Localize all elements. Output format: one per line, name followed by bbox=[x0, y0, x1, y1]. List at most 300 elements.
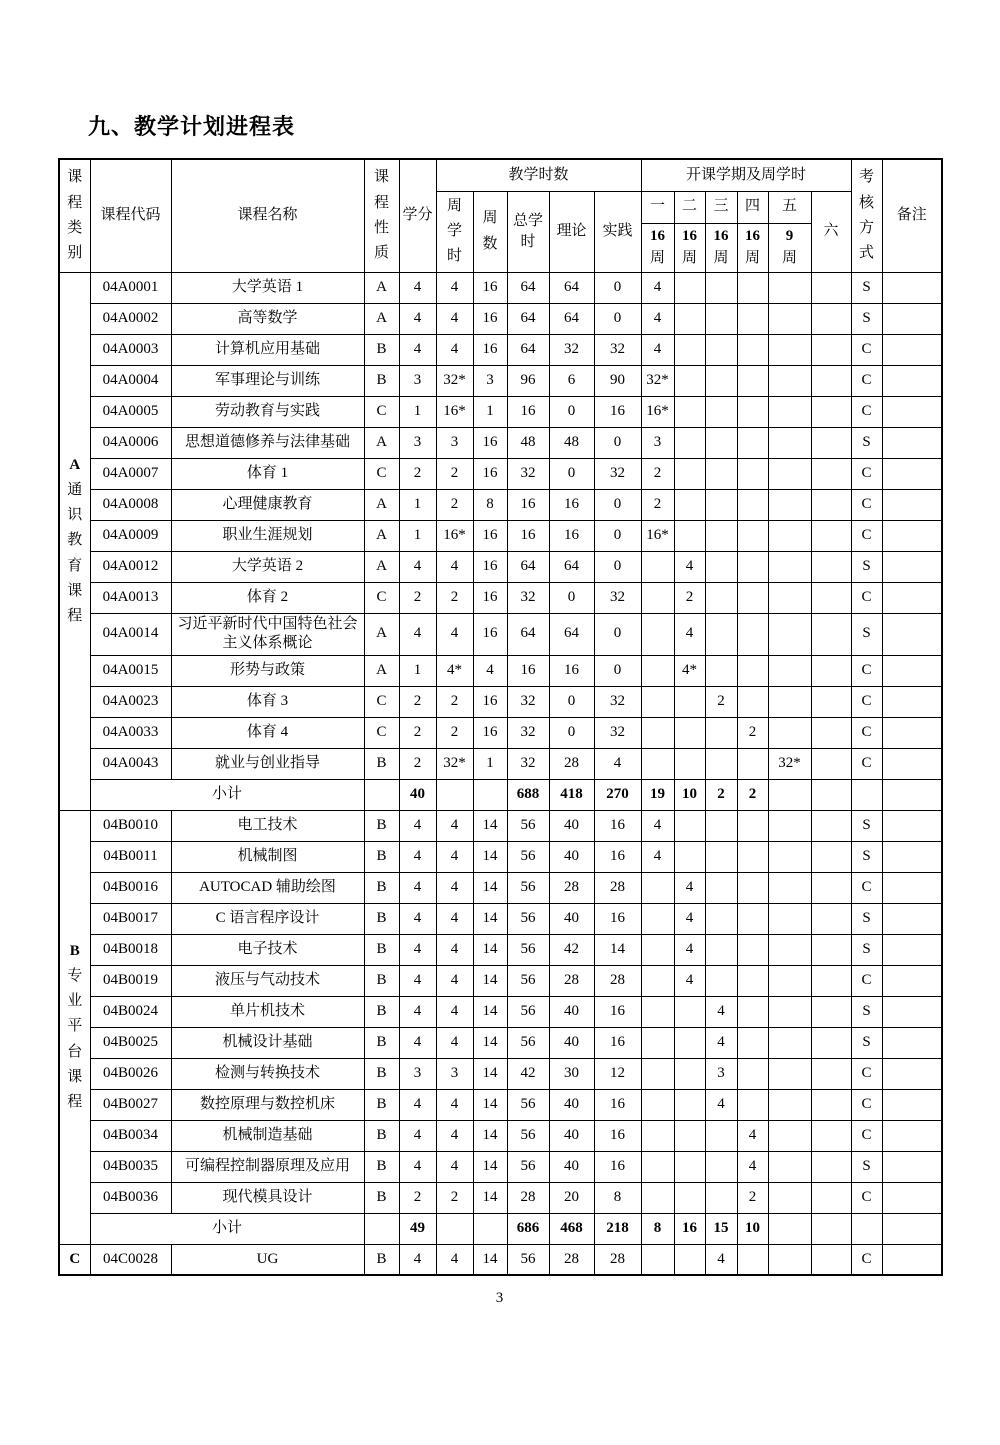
cell-remarks bbox=[882, 272, 942, 303]
cell-semester-5 bbox=[768, 520, 811, 551]
cell-semester-3 bbox=[705, 365, 737, 396]
cell-semester-2 bbox=[674, 520, 705, 551]
cell-semester-1: 4 bbox=[641, 841, 674, 872]
cell-course-nature: B bbox=[364, 841, 399, 872]
teaching-plan-table bbox=[58, 158, 943, 1276]
cell-practice-hours: 0 bbox=[594, 303, 641, 334]
cell-semester-4 bbox=[737, 655, 768, 686]
semester-1-week-suffix: 周 bbox=[650, 249, 666, 266]
cell-semester-2 bbox=[674, 717, 705, 748]
cell-total-hours: 64 bbox=[507, 613, 549, 655]
header-semester-5-weeks bbox=[768, 223, 811, 272]
cell-theory-hours: 0 bbox=[549, 686, 594, 717]
cell-weeks bbox=[473, 779, 507, 810]
cell-course-name: 体育 2 bbox=[171, 582, 364, 613]
cell-semester-2: 4 bbox=[674, 872, 705, 903]
cell-credits: 1 bbox=[399, 520, 436, 551]
cell-weekly-hours: 32* bbox=[436, 748, 473, 779]
cell-remarks bbox=[882, 686, 942, 717]
cell-semester-1: 8 bbox=[641, 1213, 674, 1244]
header-course-category bbox=[59, 159, 90, 272]
cell-weekly-hours: 4 bbox=[436, 334, 473, 365]
cell-semester-6 bbox=[811, 934, 851, 965]
cell-semester-4 bbox=[737, 1058, 768, 1089]
cell-course-nature: B bbox=[364, 965, 399, 996]
cell-weeks: 16 bbox=[473, 334, 507, 365]
cell-credits: 3 bbox=[399, 427, 436, 458]
cell-course-code: 04A0023 bbox=[90, 686, 171, 717]
cell-weeks: 14 bbox=[473, 996, 507, 1027]
cell-course-nature: A bbox=[364, 613, 399, 655]
cell-practice-hours: 218 bbox=[594, 1213, 641, 1244]
cell-practice-hours: 270 bbox=[594, 779, 641, 810]
cell-weeks: 3 bbox=[473, 365, 507, 396]
cell-course-name: 形势与政策 bbox=[171, 655, 364, 686]
cell-semester-1: 4 bbox=[641, 810, 674, 841]
cell-weekly-hours: 2 bbox=[436, 582, 473, 613]
cell-course-nature: A bbox=[364, 551, 399, 582]
cell-total-hours: 56 bbox=[507, 1120, 549, 1151]
cell-credits: 1 bbox=[399, 396, 436, 427]
cell-theory-hours: 418 bbox=[549, 779, 594, 810]
cell-course-nature: C bbox=[364, 582, 399, 613]
semester-4-week-suffix: 周 bbox=[745, 249, 761, 266]
cell-semester-6 bbox=[811, 810, 851, 841]
cell-practice-hours: 32 bbox=[594, 717, 641, 748]
cell-theory-hours: 16 bbox=[549, 520, 594, 551]
course-row bbox=[59, 396, 942, 427]
cell-semester-2 bbox=[674, 748, 705, 779]
cell-semester-4 bbox=[737, 613, 768, 655]
cell-semester-3 bbox=[705, 272, 737, 303]
cell-semester-5 bbox=[768, 489, 811, 520]
cell-theory-hours: 64 bbox=[549, 613, 594, 655]
header-semester-1-weeks bbox=[641, 223, 674, 272]
cell-course-code: 04A0013 bbox=[90, 582, 171, 613]
cell-semester-1: 3 bbox=[641, 427, 674, 458]
cell-credits: 1 bbox=[399, 489, 436, 520]
cell-theory-hours: 40 bbox=[549, 903, 594, 934]
section-name-vertical: 通识教育课程 bbox=[67, 482, 83, 624]
cell-weeks: 16 bbox=[473, 427, 507, 458]
cell-remarks bbox=[882, 717, 942, 748]
cell-course-nature: B bbox=[364, 872, 399, 903]
cell-semester-4: 2 bbox=[737, 717, 768, 748]
cell-course-name: 机械制造基础 bbox=[171, 1120, 364, 1151]
cell-semester-2 bbox=[674, 334, 705, 365]
cell-course-name: 体育 3 bbox=[171, 686, 364, 717]
cell-course-code: 04B0018 bbox=[90, 934, 171, 965]
cell-course-code: 04A0005 bbox=[90, 396, 171, 427]
cell-theory-hours: 28 bbox=[549, 872, 594, 903]
cell-semester-2: 4 bbox=[674, 613, 705, 655]
cell-course-code: 04B0026 bbox=[90, 1058, 171, 1089]
cell-semester-6 bbox=[811, 1120, 851, 1151]
cell-semester-6 bbox=[811, 520, 851, 551]
cell-semester-4: 2 bbox=[737, 779, 768, 810]
cell-semester-2: 4 bbox=[674, 551, 705, 582]
cell-semester-6 bbox=[811, 1027, 851, 1058]
cell-semester-4 bbox=[737, 686, 768, 717]
cell-semester-4 bbox=[737, 903, 768, 934]
cell-course-code: 04A0015 bbox=[90, 655, 171, 686]
cell-total-hours: 56 bbox=[507, 1027, 549, 1058]
header-course-category-text: 课程类别 bbox=[67, 169, 83, 261]
cell-total-hours: 16 bbox=[507, 396, 549, 427]
cell-semester-2 bbox=[674, 1058, 705, 1089]
cell-theory-hours: 32 bbox=[549, 334, 594, 365]
cell-semester-3: 15 bbox=[705, 1213, 737, 1244]
section-letter: A bbox=[69, 456, 81, 473]
cell-course-name: 大学英语 1 bbox=[171, 272, 364, 303]
header-course-name: 课程名称 bbox=[171, 159, 364, 272]
cell-weeks: 16 bbox=[473, 303, 507, 334]
cell-weekly-hours: 16* bbox=[436, 520, 473, 551]
cell-theory-hours: 28 bbox=[549, 748, 594, 779]
cell-weeks: 14 bbox=[473, 872, 507, 903]
cell-course-code: 04A0004 bbox=[90, 365, 171, 396]
cell-semester-2 bbox=[674, 1151, 705, 1182]
cell-semester-6 bbox=[811, 427, 851, 458]
cell-practice-hours: 8 bbox=[594, 1182, 641, 1213]
cell-weekly-hours: 4 bbox=[436, 551, 473, 582]
cell-semester-5 bbox=[768, 717, 811, 748]
cell-semester-4 bbox=[737, 1027, 768, 1058]
cell-remarks bbox=[882, 996, 942, 1027]
cell-total-hours: 688 bbox=[507, 779, 549, 810]
cell-course-name: 劳动教育与实践 bbox=[171, 396, 364, 427]
cell-remarks bbox=[882, 872, 942, 903]
cell-assessment: S bbox=[851, 427, 882, 458]
header-semester-6: 六 bbox=[811, 191, 851, 272]
cell-semester-5 bbox=[768, 841, 811, 872]
header-teaching-hours-group: 教学时数 bbox=[436, 159, 641, 191]
cell-credits: 4 bbox=[399, 996, 436, 1027]
cell-course-name: 液压与气动技术 bbox=[171, 965, 364, 996]
cell-course-name: C 语言程序设计 bbox=[171, 903, 364, 934]
cell-remarks bbox=[882, 303, 942, 334]
cell-practice-hours: 0 bbox=[594, 551, 641, 582]
cell-semester-3 bbox=[705, 582, 737, 613]
cell-remarks bbox=[882, 1244, 942, 1275]
cell-total-hours: 48 bbox=[507, 427, 549, 458]
cell-course-name: 单片机技术 bbox=[171, 996, 364, 1027]
cell-weeks: 16 bbox=[473, 520, 507, 551]
cell-total-hours: 16 bbox=[507, 655, 549, 686]
cell-semester-3 bbox=[705, 427, 737, 458]
cell-theory-hours: 0 bbox=[549, 396, 594, 427]
cell-semester-3 bbox=[705, 551, 737, 582]
cell-remarks bbox=[882, 655, 942, 686]
cell-weeks: 16 bbox=[473, 582, 507, 613]
cell-semester-6 bbox=[811, 582, 851, 613]
header-semester-4-weeks bbox=[737, 223, 768, 272]
cell-semester-2: 4 bbox=[674, 965, 705, 996]
section-letter: C bbox=[69, 1250, 81, 1267]
cell-practice-hours: 14 bbox=[594, 934, 641, 965]
cell-weekly-hours: 4 bbox=[436, 1027, 473, 1058]
cell-total-hours: 32 bbox=[507, 458, 549, 489]
cell-course-code: 04A0008 bbox=[90, 489, 171, 520]
cell-credits: 4 bbox=[399, 303, 436, 334]
cell-semester-5 bbox=[768, 427, 811, 458]
cell-semester-3 bbox=[705, 303, 737, 334]
cell-practice-hours: 16 bbox=[594, 1089, 641, 1120]
cell-total-hours: 32 bbox=[507, 686, 549, 717]
course-row bbox=[59, 655, 942, 686]
section-category-cell bbox=[59, 272, 90, 810]
cell-weeks bbox=[473, 1213, 507, 1244]
cell-course-code: 04B0024 bbox=[90, 996, 171, 1027]
semester-3-week-suffix: 周 bbox=[713, 249, 729, 266]
cell-course-nature: B bbox=[364, 748, 399, 779]
cell-assessment: C bbox=[851, 520, 882, 551]
cell-total-hours: 42 bbox=[507, 1058, 549, 1089]
cell-semester-6 bbox=[811, 272, 851, 303]
cell-assessment: C bbox=[851, 458, 882, 489]
cell-assessment: S bbox=[851, 841, 882, 872]
cell-course-nature: A bbox=[364, 427, 399, 458]
cell-weekly-hours: 4 bbox=[436, 996, 473, 1027]
cell-theory-hours: 0 bbox=[549, 582, 594, 613]
cell-weekly-hours: 4 bbox=[436, 1244, 473, 1275]
cell-semester-6 bbox=[811, 686, 851, 717]
cell-course-nature: B bbox=[364, 1182, 399, 1213]
cell-credits: 49 bbox=[399, 1213, 436, 1244]
cell-theory-hours: 64 bbox=[549, 303, 594, 334]
cell-assessment: C bbox=[851, 872, 882, 903]
cell-remarks bbox=[882, 365, 942, 396]
header-course-code: 课程代码 bbox=[90, 159, 171, 272]
cell-course-name: 体育 1 bbox=[171, 458, 364, 489]
cell-weekly-hours: 4 bbox=[436, 613, 473, 655]
cell-semester-3 bbox=[705, 1120, 737, 1151]
cell-course-name: 军事理论与训练 bbox=[171, 365, 364, 396]
header-theory: 理论 bbox=[549, 191, 594, 272]
cell-semester-4 bbox=[737, 965, 768, 996]
cell-semester-1 bbox=[641, 1182, 674, 1213]
cell-remarks bbox=[882, 1058, 942, 1089]
cell-semester-3 bbox=[705, 334, 737, 365]
cell-theory-hours: 28 bbox=[549, 1244, 594, 1275]
cell-semester-1: 32* bbox=[641, 365, 674, 396]
semester-5-week-suffix: 周 bbox=[782, 249, 798, 266]
cell-assessment bbox=[851, 779, 882, 810]
cell-course-nature: C bbox=[364, 717, 399, 748]
cell-assessment: C bbox=[851, 1089, 882, 1120]
cell-weekly-hours bbox=[436, 779, 473, 810]
cell-semester-6 bbox=[811, 872, 851, 903]
cell-course-nature: A bbox=[364, 303, 399, 334]
cell-semester-6 bbox=[811, 551, 851, 582]
cell-course-nature: A bbox=[364, 272, 399, 303]
cell-weekly-hours: 3 bbox=[436, 1058, 473, 1089]
cell-remarks bbox=[882, 613, 942, 655]
cell-course-code: 04B0016 bbox=[90, 872, 171, 903]
cell-semester-6 bbox=[811, 717, 851, 748]
cell-credits: 4 bbox=[399, 934, 436, 965]
cell-total-hours: 32 bbox=[507, 582, 549, 613]
header-total-hours-text: 总学时 bbox=[512, 213, 543, 250]
cell-total-hours: 56 bbox=[507, 965, 549, 996]
cell-course-name: 高等数学 bbox=[171, 303, 364, 334]
cell-weekly-hours: 4 bbox=[436, 1089, 473, 1120]
cell-course-nature bbox=[364, 1213, 399, 1244]
cell-semester-3 bbox=[705, 903, 737, 934]
cell-weeks: 14 bbox=[473, 934, 507, 965]
page-number: 3 bbox=[495, 1290, 504, 1306]
cell-semester-4 bbox=[737, 1244, 768, 1275]
cell-semester-6 bbox=[811, 489, 851, 520]
course-row bbox=[59, 303, 942, 334]
cell-weekly-hours: 32* bbox=[436, 365, 473, 396]
cell-course-nature: B bbox=[364, 1244, 399, 1275]
cell-semester-5 bbox=[768, 365, 811, 396]
cell-semester-2 bbox=[674, 1244, 705, 1275]
cell-practice-hours: 16 bbox=[594, 1151, 641, 1182]
course-row bbox=[59, 810, 942, 841]
cell-semester-5 bbox=[768, 1120, 811, 1151]
cell-semester-3 bbox=[705, 934, 737, 965]
course-row bbox=[59, 686, 942, 717]
cell-semester-2 bbox=[674, 1089, 705, 1120]
cell-theory-hours: 20 bbox=[549, 1182, 594, 1213]
cell-credits: 1 bbox=[399, 655, 436, 686]
cell-semester-1 bbox=[641, 934, 674, 965]
cell-total-hours: 56 bbox=[507, 1151, 549, 1182]
cell-semester-2: 16 bbox=[674, 1213, 705, 1244]
cell-weekly-hours: 4 bbox=[436, 1120, 473, 1151]
cell-remarks bbox=[882, 458, 942, 489]
course-row bbox=[59, 1027, 942, 1058]
course-row bbox=[59, 582, 942, 613]
cell-weekly-hours: 2 bbox=[436, 489, 473, 520]
cell-theory-hours: 40 bbox=[549, 1089, 594, 1120]
cell-semester-1 bbox=[641, 1244, 674, 1275]
cell-course-code: 04A0014 bbox=[90, 613, 171, 655]
cell-course-nature: B bbox=[364, 810, 399, 841]
course-row bbox=[59, 934, 942, 965]
cell-remarks bbox=[882, 520, 942, 551]
cell-weeks: 14 bbox=[473, 1244, 507, 1275]
cell-semester-4 bbox=[737, 551, 768, 582]
cell-semester-1 bbox=[641, 582, 674, 613]
cell-total-hours: 56 bbox=[507, 1244, 549, 1275]
cell-semester-1: 16* bbox=[641, 520, 674, 551]
cell-course-nature: B bbox=[364, 1089, 399, 1120]
cell-practice-hours: 0 bbox=[594, 427, 641, 458]
header-assessment bbox=[851, 159, 882, 272]
cell-total-hours: 64 bbox=[507, 272, 549, 303]
cell-remarks bbox=[882, 1182, 942, 1213]
cell-credits: 2 bbox=[399, 582, 436, 613]
cell-total-hours: 32 bbox=[507, 748, 549, 779]
cell-semester-5 bbox=[768, 1151, 811, 1182]
cell-weeks: 14 bbox=[473, 1058, 507, 1089]
cell-remarks bbox=[882, 1213, 942, 1244]
cell-semester-3 bbox=[705, 872, 737, 903]
cell-course-code: 04A0009 bbox=[90, 520, 171, 551]
cell-semester-5 bbox=[768, 1058, 811, 1089]
section-category-cell bbox=[59, 810, 90, 1244]
cell-weeks: 4 bbox=[473, 655, 507, 686]
cell-course-code: 04B0025 bbox=[90, 1027, 171, 1058]
cell-semester-3 bbox=[705, 965, 737, 996]
semester-2-week-suffix: 周 bbox=[682, 249, 698, 266]
cell-remarks bbox=[882, 934, 942, 965]
cell-assessment: S bbox=[851, 272, 882, 303]
cell-credits: 4 bbox=[399, 1027, 436, 1058]
cell-weeks: 14 bbox=[473, 810, 507, 841]
cell-practice-hours: 16 bbox=[594, 396, 641, 427]
cell-semester-3 bbox=[705, 810, 737, 841]
cell-weeks: 14 bbox=[473, 1027, 507, 1058]
cell-credits: 2 bbox=[399, 717, 436, 748]
cell-semester-6 bbox=[811, 365, 851, 396]
cell-practice-hours: 28 bbox=[594, 1244, 641, 1275]
header-semester-1: 一 bbox=[641, 191, 674, 223]
cell-assessment: C bbox=[851, 1058, 882, 1089]
cell-semester-4 bbox=[737, 334, 768, 365]
cell-assessment: S bbox=[851, 810, 882, 841]
cell-course-code: 04B0019 bbox=[90, 965, 171, 996]
cell-remarks bbox=[882, 427, 942, 458]
cell-weekly-hours bbox=[436, 1213, 473, 1244]
cell-theory-hours: 64 bbox=[549, 272, 594, 303]
cell-semester-2 bbox=[674, 810, 705, 841]
subtotal-label: 小计 bbox=[90, 1213, 364, 1244]
subtotal-row bbox=[59, 779, 942, 810]
header-semester-3-weeks bbox=[705, 223, 737, 272]
cell-weekly-hours: 2 bbox=[436, 458, 473, 489]
cell-semester-5 bbox=[768, 1213, 811, 1244]
cell-weekly-hours: 2 bbox=[436, 1182, 473, 1213]
cell-theory-hours: 0 bbox=[549, 458, 594, 489]
cell-semester-4 bbox=[737, 520, 768, 551]
cell-course-name: 心理健康教育 bbox=[171, 489, 364, 520]
cell-semester-3 bbox=[705, 613, 737, 655]
cell-practice-hours: 32 bbox=[594, 334, 641, 365]
cell-semester-1 bbox=[641, 1027, 674, 1058]
cell-semester-2 bbox=[674, 1182, 705, 1213]
cell-semester-4 bbox=[737, 489, 768, 520]
cell-total-hours: 32 bbox=[507, 717, 549, 748]
cell-weekly-hours: 4 bbox=[436, 1151, 473, 1182]
cell-semester-3: 2 bbox=[705, 686, 737, 717]
cell-course-code: 04A0001 bbox=[90, 272, 171, 303]
cell-semester-6 bbox=[811, 965, 851, 996]
cell-course-code: 04A0003 bbox=[90, 334, 171, 365]
cell-semester-3 bbox=[705, 841, 737, 872]
cell-credits: 2 bbox=[399, 748, 436, 779]
cell-semester-5 bbox=[768, 1027, 811, 1058]
cell-course-name: 职业生涯规划 bbox=[171, 520, 364, 551]
cell-weeks: 8 bbox=[473, 489, 507, 520]
cell-remarks bbox=[882, 551, 942, 582]
cell-course-name: 大学英语 2 bbox=[171, 551, 364, 582]
cell-course-name: 计算机应用基础 bbox=[171, 334, 364, 365]
cell-assessment: S bbox=[851, 1151, 882, 1182]
header-credits: 学分 bbox=[399, 159, 436, 272]
course-row bbox=[59, 872, 942, 903]
cell-theory-hours: 40 bbox=[549, 1027, 594, 1058]
course-row bbox=[59, 1089, 942, 1120]
cell-weeks: 16 bbox=[473, 458, 507, 489]
cell-assessment: C bbox=[851, 489, 882, 520]
cell-semester-5 bbox=[768, 396, 811, 427]
cell-course-nature: B bbox=[364, 334, 399, 365]
course-row bbox=[59, 1244, 942, 1275]
